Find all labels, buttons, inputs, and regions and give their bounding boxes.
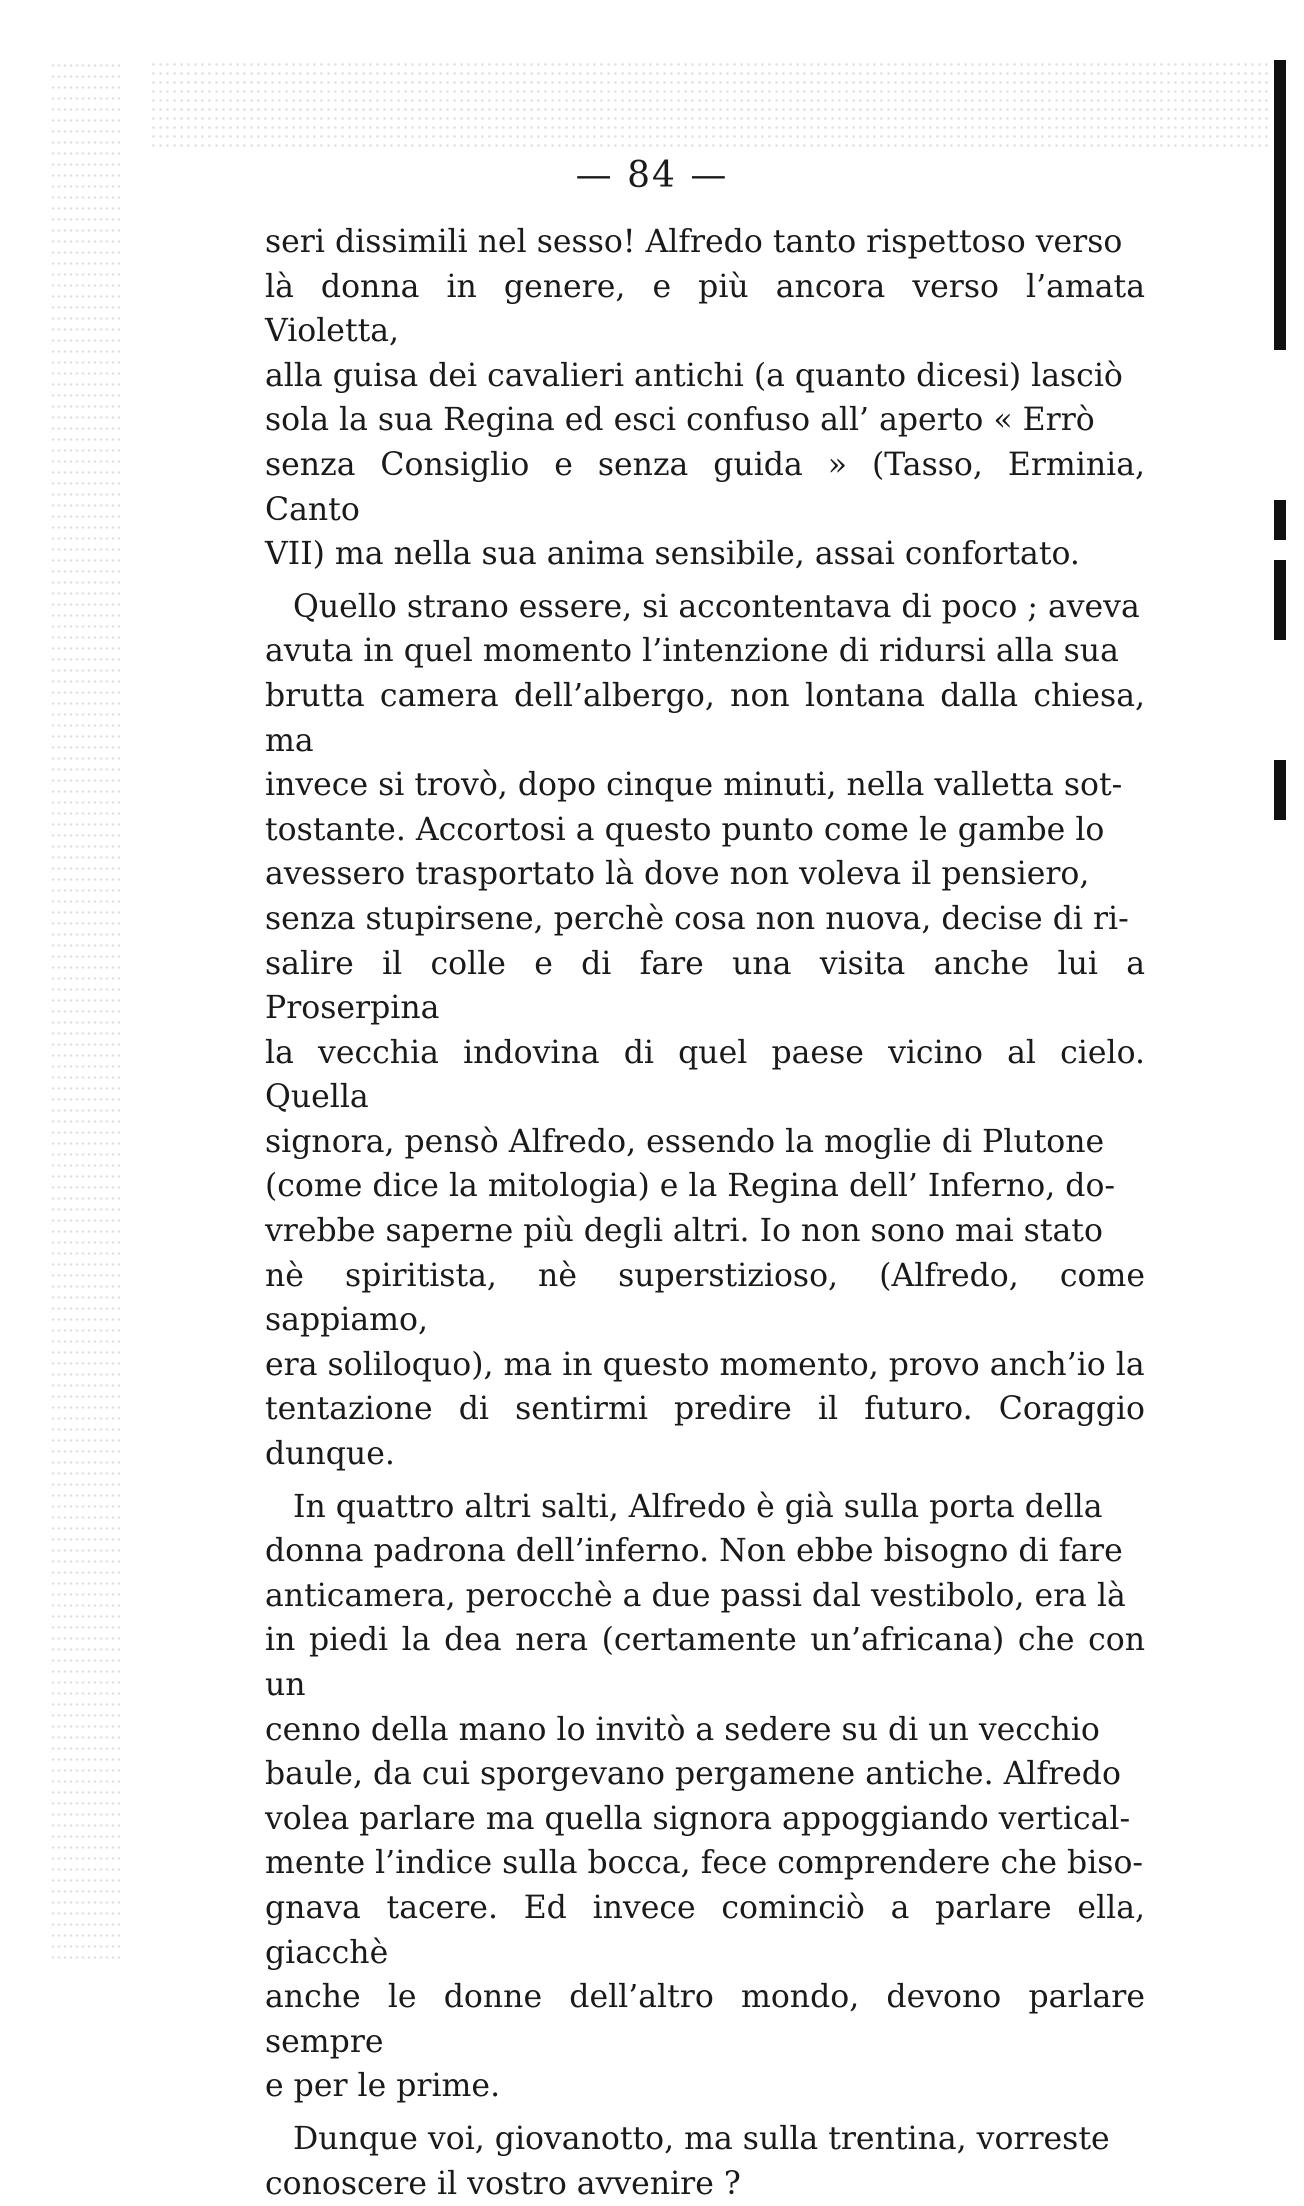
page-number: — 84 — bbox=[575, 155, 729, 196]
text-line: e per le prime. bbox=[265, 2068, 501, 2105]
text-line: là donna in genere, e più ancora verso l’amata Violetta, bbox=[265, 268, 1145, 350]
text-line: tentazione di sentirmi predire il futuro. Coraggio dunque. bbox=[265, 1391, 1145, 1473]
paragraph-1 bbox=[265, 220, 1145, 577]
text-line: invece si trovò, dopo cinque minuti, nella valletta sot- bbox=[265, 767, 1123, 804]
text-line: seri dissimili nel sesso! Alfredo tanto rispettoso verso bbox=[265, 224, 1123, 260]
text-line: brutta camera dell’albergo, non lontana dalla chiesa, ma bbox=[265, 677, 1145, 759]
text-line: donna padrona dell’inferno. Non ebbe bisogno di fare bbox=[265, 1533, 1123, 1570]
text-line: tostante. Accortosi a questo punto come le gambe lo bbox=[265, 811, 1105, 848]
scan-noise-left-margin bbox=[50, 60, 120, 1960]
scan-edge-bar bbox=[1274, 760, 1286, 820]
text-line: In quattro altri salti, Alfredo è già sulla porta della bbox=[293, 1488, 1103, 1525]
text-line: la vecchia indovina di quel paese vicino al cielo. Quella bbox=[265, 1034, 1145, 1116]
text-line: in piedi la dea nera (certamente un’africana) che con un bbox=[265, 1622, 1145, 1703]
text-line: anche le donne dell’altro mondo, devono parlare sempre bbox=[265, 1979, 1145, 2060]
text-line: anticamera, perocchè a due passi dal vestibolo, era là bbox=[265, 1577, 1126, 1614]
text-line: era soliloquo), ma in questo momento, provo anch’io la bbox=[265, 1346, 1145, 1383]
text-line: VII) ma nella sua anima sensibile, assai confortato. bbox=[265, 536, 1080, 573]
text-line: vrebbe saperne più degli altri. Io non sono mai stato bbox=[265, 1213, 1103, 1250]
text-line: salire il colle e di fare una visita anche lui a Proserpina bbox=[265, 945, 1145, 1027]
text-line: senza stupirsene, perchè cosa non nuova, decise di ri- bbox=[265, 900, 1129, 937]
text-line: mente l’indice sulla bocca, fece comprendere che biso- bbox=[265, 1845, 1144, 1882]
text-line: avuta in quel momento l’intenzione di ridursi alla sua bbox=[265, 633, 1119, 670]
text-line: (come dice la mitologia) e la Regina dell’ Inferno, do- bbox=[265, 1168, 1116, 1205]
text-line: nè spiritista, nè superstizioso, (Alfredo, come sappiamo, bbox=[265, 1257, 1145, 1339]
text-line: gnava tacere. Ed invece cominciò a parlare ella, giacchè bbox=[265, 1889, 1145, 1971]
text-line: cenno della mano lo invitò a sedere su di un vecchio bbox=[265, 1711, 1100, 1748]
text-line: sola la sua Regina ed esci confuso all’ aperto « Errò bbox=[265, 402, 1095, 439]
text-line: senza Consiglio e senza guida » (Tasso, Erminia, Canto bbox=[265, 446, 1145, 528]
text-line: baule, da cui sporgevano pergamene antiche. Alfredo bbox=[265, 1756, 1121, 1793]
text-line: signora, pensò Alfredo, essendo la moglie di Plutone bbox=[265, 1123, 1105, 1160]
scan-noise-top bbox=[150, 60, 1270, 150]
text-line: avessero trasportato là dove non voleva il pensiero, bbox=[265, 856, 1090, 893]
text-line: Quello strano essere, si accontentava di poco ; aveva bbox=[293, 588, 1140, 625]
text-line: conoscere il vostro avvenire ? bbox=[265, 2165, 741, 2202]
text-line: Dunque voi, giovanotto, ma sulla trentina, vorreste bbox=[293, 2120, 1110, 2157]
scan-edge-bar bbox=[1274, 500, 1286, 540]
paragraph-3 bbox=[265, 1485, 1145, 2109]
paragraph-4 bbox=[265, 2117, 1145, 2206]
scan-edge-bar bbox=[1274, 60, 1286, 350]
text-line: alla guisa dei cavalieri antichi (a quanto dicesi) lasciò bbox=[265, 357, 1123, 394]
scan-edge-bar bbox=[1274, 560, 1286, 640]
text-line: volea parlare ma quella signora appoggiando vertical- bbox=[265, 1800, 1131, 1837]
page-body bbox=[265, 220, 1145, 2206]
paragraph-2 bbox=[265, 585, 1145, 1477]
